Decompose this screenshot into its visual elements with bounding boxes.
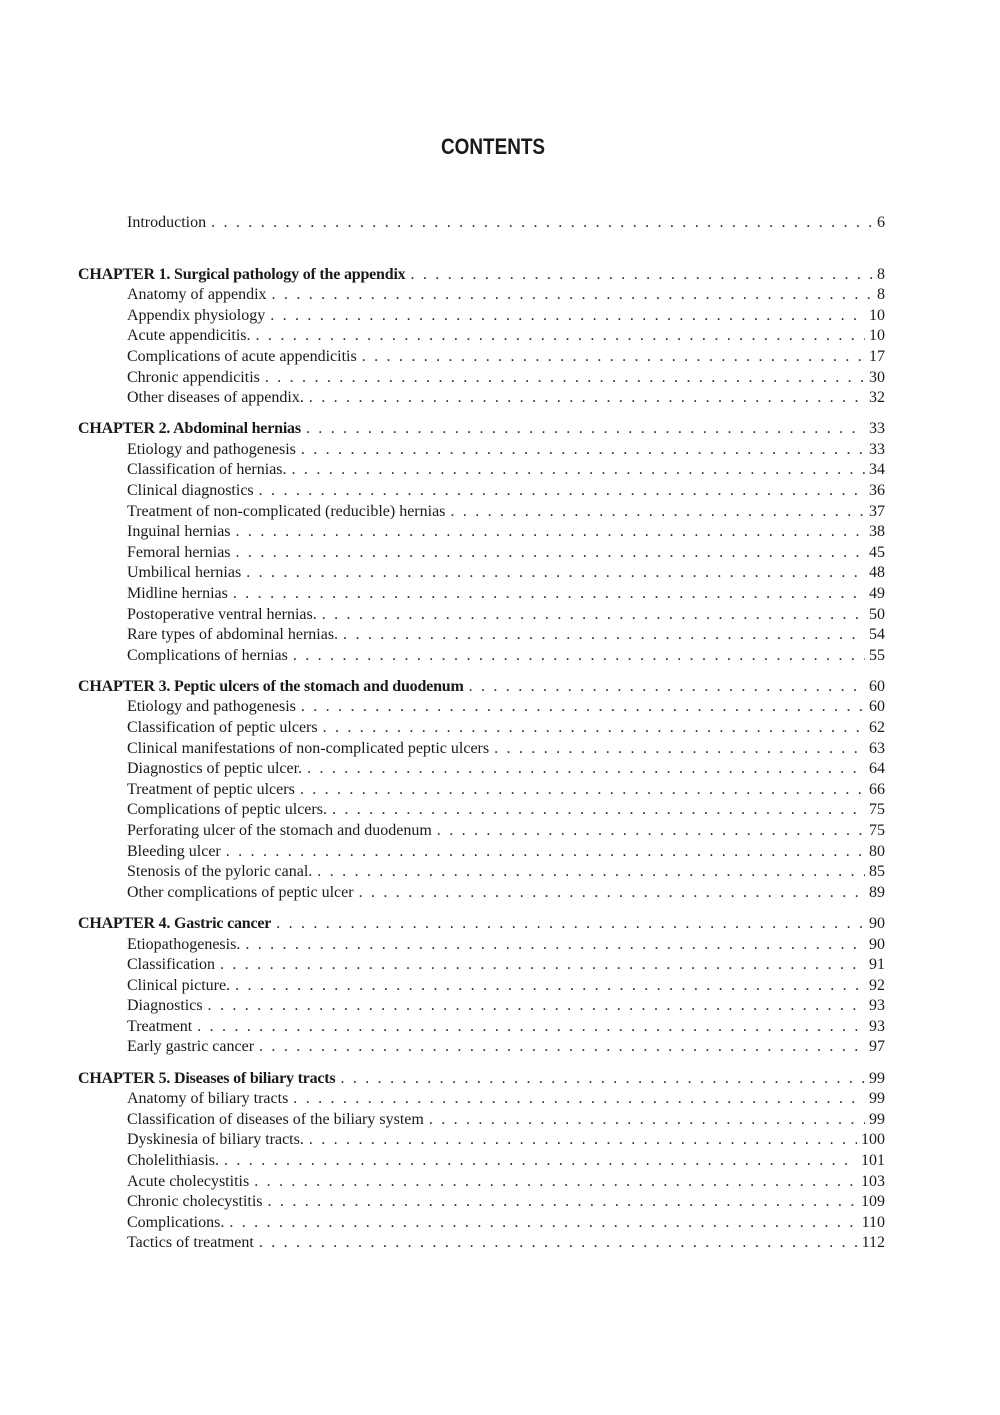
toc-page-number: 50 [869,605,885,623]
toc-entry[interactable] [78,1110,885,1131]
toc-entry[interactable] [78,646,885,667]
toc-entry[interactable] [78,326,885,347]
toc-entry[interactable] [78,842,885,863]
toc-entry-label: Postoperative ventral hernias. [127,605,317,623]
toc-entry[interactable] [78,522,885,543]
dot-leader [235,976,865,997]
toc-entry[interactable] [78,388,885,409]
toc-entry[interactable] [78,800,885,821]
toc-page-number: 103 [861,1172,885,1190]
toc-entry[interactable] [78,739,885,760]
dot-leader [236,543,865,564]
toc-entry-label: Anatomy of biliary tracts [127,1090,289,1108]
toc-page-number: 66 [869,780,885,798]
toc-entry-label: Bleeding ulcer [127,842,221,860]
toc-page-number: 30 [869,368,885,386]
toc-entry-label: Anatomy of appendix [127,286,267,304]
toc-page-number: 90 [869,935,885,953]
toc-entry[interactable] [78,996,885,1017]
toc-page-number: 91 [869,956,885,974]
toc-entry[interactable] [78,368,885,389]
toc-entry-label: Clinical manifestations of non-complicated peptic ulcers [127,739,490,757]
toc-entry-label: Etiology and pathogenesis [127,698,296,716]
toc-page-number: 100 [861,1131,885,1149]
toc-entry[interactable] [78,759,885,780]
page-title: CONTENTS [440,134,546,159]
toc-entry-label: Other complications of peptic ulcer [127,883,354,901]
toc-entry[interactable] [78,584,885,605]
toc-page-number: 8 [877,265,885,283]
toc-entry-label: Classification of peptic ulcers [127,719,318,737]
dot-leader [309,388,865,409]
toc-entry[interactable] [78,1233,885,1254]
toc-entry[interactable] [78,821,885,842]
dot-leader [340,1069,865,1090]
toc-page-number: 80 [869,842,885,860]
toc-page-number: 89 [869,883,885,901]
toc-entry-label: Midline hernias [127,585,228,602]
toc-page-number: 93 [869,997,885,1015]
dot-leader [494,739,865,760]
toc-page-number: 85 [869,863,885,881]
toc-page-number: 34 [869,461,885,479]
toc-page-number: 99 [869,1090,885,1108]
dot-leader [293,646,865,667]
toc-entry-label: Clinical picture. [127,976,231,994]
toc-entry-label: Complications of hernias [127,646,288,664]
toc-entry-label: Diagnostics [127,997,203,1015]
toc-page-number: 90 [869,914,885,932]
toc-entry-label: Etiology and pathogenesis [127,440,296,458]
toc-page-number: 38 [869,523,885,541]
toc-page-number: 110 [861,1213,885,1231]
toc-entry[interactable] [78,625,885,646]
dot-leader [317,862,865,883]
toc-entry[interactable] [78,1213,885,1234]
toc-entry-label: Stenosis of the pyloric canal. [127,863,313,881]
toc-entry-label: Classification of hernias. [127,461,287,479]
dot-leader [220,955,865,976]
dot-leader [211,213,873,234]
dot-leader [276,914,865,935]
toc-entry-label: Clinical diagnostics [127,482,254,500]
toc-page-number: 33 [869,420,885,438]
toc-entry[interactable] [78,1089,885,1110]
toc-page-number: 75 [869,822,885,840]
toc-entry-label: Other diseases of appendix. [127,389,304,407]
dot-leader [450,502,865,523]
dot-leader [265,368,865,389]
toc-page-number: 93 [869,1017,885,1035]
toc-entry-label: Dyskinesia of biliary tracts. [127,1131,304,1149]
chapter-label: CHAPTER 1. Surgical pathology of the appendix [78,265,406,283]
toc-entry[interactable] [78,563,885,584]
dot-leader [306,419,865,440]
dot-leader [259,481,865,502]
dot-leader [332,800,865,821]
toc-chapter-heading[interactable] [78,419,885,440]
toc-entry-label: Chronic cholecystitis [127,1193,263,1211]
toc-entry-label: Classification of diseases of the biliary system [127,1110,424,1128]
toc-entry[interactable] [78,955,885,976]
toc-entry[interactable] [78,1130,885,1151]
toc-entry-label: Cholelithiasis. [127,1151,219,1169]
chapter-label: CHAPTER 4. Gastric cancer [78,914,272,932]
toc-entry-label: Perforating ulcer of the stomach and duodenum [127,822,432,840]
toc-page-number: 101 [861,1151,885,1169]
toc-entry[interactable] [78,285,885,306]
dot-leader [307,759,865,780]
toc-entry-label: Acute appendicitis. [127,327,251,345]
dot-leader [293,1089,865,1110]
toc-chapter-heading[interactable] [78,265,885,286]
dot-leader [309,1130,857,1151]
toc-page-number: 10 [869,327,885,345]
dot-leader [224,1151,857,1172]
dot-leader [226,842,865,863]
dot-leader [359,883,865,904]
toc-page-number: 112 [861,1234,885,1252]
dot-leader [362,347,865,368]
toc-page-number: 45 [869,543,885,561]
toc-chapter-heading[interactable] [78,914,885,935]
chapter-label: CHAPTER 5. Diseases of biliary tracts [78,1069,336,1087]
dot-leader [429,1110,865,1131]
toc-entry[interactable] [78,883,885,904]
dot-leader [292,460,865,481]
toc-entry-label: Complications of peptic ulcers. [127,801,327,819]
toc-entry-label: Femoral hernias [127,543,231,561]
toc-page-number: 32 [869,389,885,407]
chapter-label: CHAPTER 3. Peptic ulcers of the stomach and duodenum [78,677,464,695]
toc-entry[interactable] [78,440,885,461]
dot-leader [343,625,865,646]
toc-entry-introduction[interactable] [78,213,885,234]
toc-entry-label: Treatment of non-complicated (reducible) hernias [127,502,446,520]
dot-leader [259,1233,858,1254]
toc-page-number: 36 [869,482,885,500]
toc-page-number: 92 [869,976,885,994]
toc-page-number: 10 [869,306,885,324]
toc-page-number: 75 [869,801,885,819]
toc-page-number: 99 [869,1110,885,1128]
toc-page-number: 17 [869,347,885,365]
dot-leader [272,285,873,306]
toc-page-number: 60 [869,677,885,695]
toc-entry[interactable] [78,1151,885,1172]
toc-entry[interactable] [78,543,885,564]
toc-entry[interactable] [78,1192,885,1213]
toc-entry-label: Inguinal hernias [127,523,231,541]
toc-page-number: 33 [869,440,885,458]
toc-entry-label: Acute cholecystitis [127,1172,250,1190]
dot-leader [469,677,865,698]
toc-entry[interactable] [78,718,885,739]
toc-entry[interactable] [78,976,885,997]
toc-entry-label: Treatment of peptic ulcers [127,780,295,798]
dot-leader [246,563,865,584]
toc-entry-label: Chronic appendicitis [127,368,260,386]
table-of-contents [78,213,885,1254]
toc-entry[interactable] [78,347,885,368]
toc-entry-label: Rare types of abdominal hernias. [127,626,339,644]
toc-entry[interactable] [78,502,885,523]
dot-leader [208,996,865,1017]
toc-entry-label: Early gastric cancer [127,1038,255,1056]
toc-entry[interactable] [78,862,885,883]
dot-leader [233,584,865,605]
toc-entry-label: Tactics of treatment [127,1234,254,1252]
dot-leader [301,440,865,461]
toc-page-number: 109 [861,1193,885,1211]
toc-entry-label: Complications. [127,1213,225,1231]
toc-entry[interactable] [78,306,885,327]
toc-page-number: 8 [877,286,885,304]
toc-entry-label: Appendix physiology [127,306,266,324]
dot-leader [301,697,865,718]
toc-page-number: 60 [869,698,885,716]
dot-leader [268,1192,857,1213]
dot-leader [254,1172,857,1193]
toc-page-number: 99 [869,1069,885,1087]
dot-leader [259,1037,865,1058]
toc-entry-label: Treatment [127,1017,193,1035]
toc-chapter-heading[interactable] [78,677,885,698]
dot-leader [323,718,865,739]
toc-entry[interactable] [78,780,885,801]
toc-entry-label: Umbilical hernias [127,564,242,582]
toc-page-number: 54 [869,626,885,644]
toc-entry[interactable] [78,605,885,626]
toc-chapter-heading[interactable] [78,1069,885,1090]
toc-page-number: 97 [869,1038,885,1056]
toc-entry-label: Diagnostics of peptic ulcer. [127,760,303,778]
toc-entry-label: Complications of acute appendicitis [127,347,357,365]
chapter-label: CHAPTER 2. Abdominal hernias [78,420,301,438]
toc-entry[interactable] [78,935,885,956]
toc-page-number: 55 [869,646,885,664]
dot-leader [411,265,874,286]
dot-leader [300,780,865,801]
toc-entry[interactable] [78,1037,885,1058]
toc-entry[interactable] [78,1017,885,1038]
dot-leader [256,326,865,347]
toc-page-number: 49 [869,585,885,602]
dot-leader [229,1213,857,1234]
dot-leader [197,1017,865,1038]
toc-entry[interactable] [78,697,885,718]
toc-page-number: 48 [869,564,885,582]
toc-entry[interactable] [78,1172,885,1193]
toc-page-number: 6 [877,214,885,231]
toc-page-number: 63 [869,739,885,757]
dot-leader [322,605,865,626]
dot-leader [270,306,865,327]
toc-page-number: 64 [869,760,885,778]
toc-page-number: 37 [869,502,885,520]
toc-entry-label: Etiopathogenesis. [127,935,241,953]
dot-leader [245,935,865,956]
toc-entry-label: Classification [127,956,215,974]
toc-entry[interactable] [78,460,885,481]
dot-leader [236,522,865,543]
toc-entry-label: Introduction [127,214,207,231]
dot-leader [437,821,865,842]
toc-entry[interactable] [78,481,885,502]
toc-page-number: 62 [869,719,885,737]
